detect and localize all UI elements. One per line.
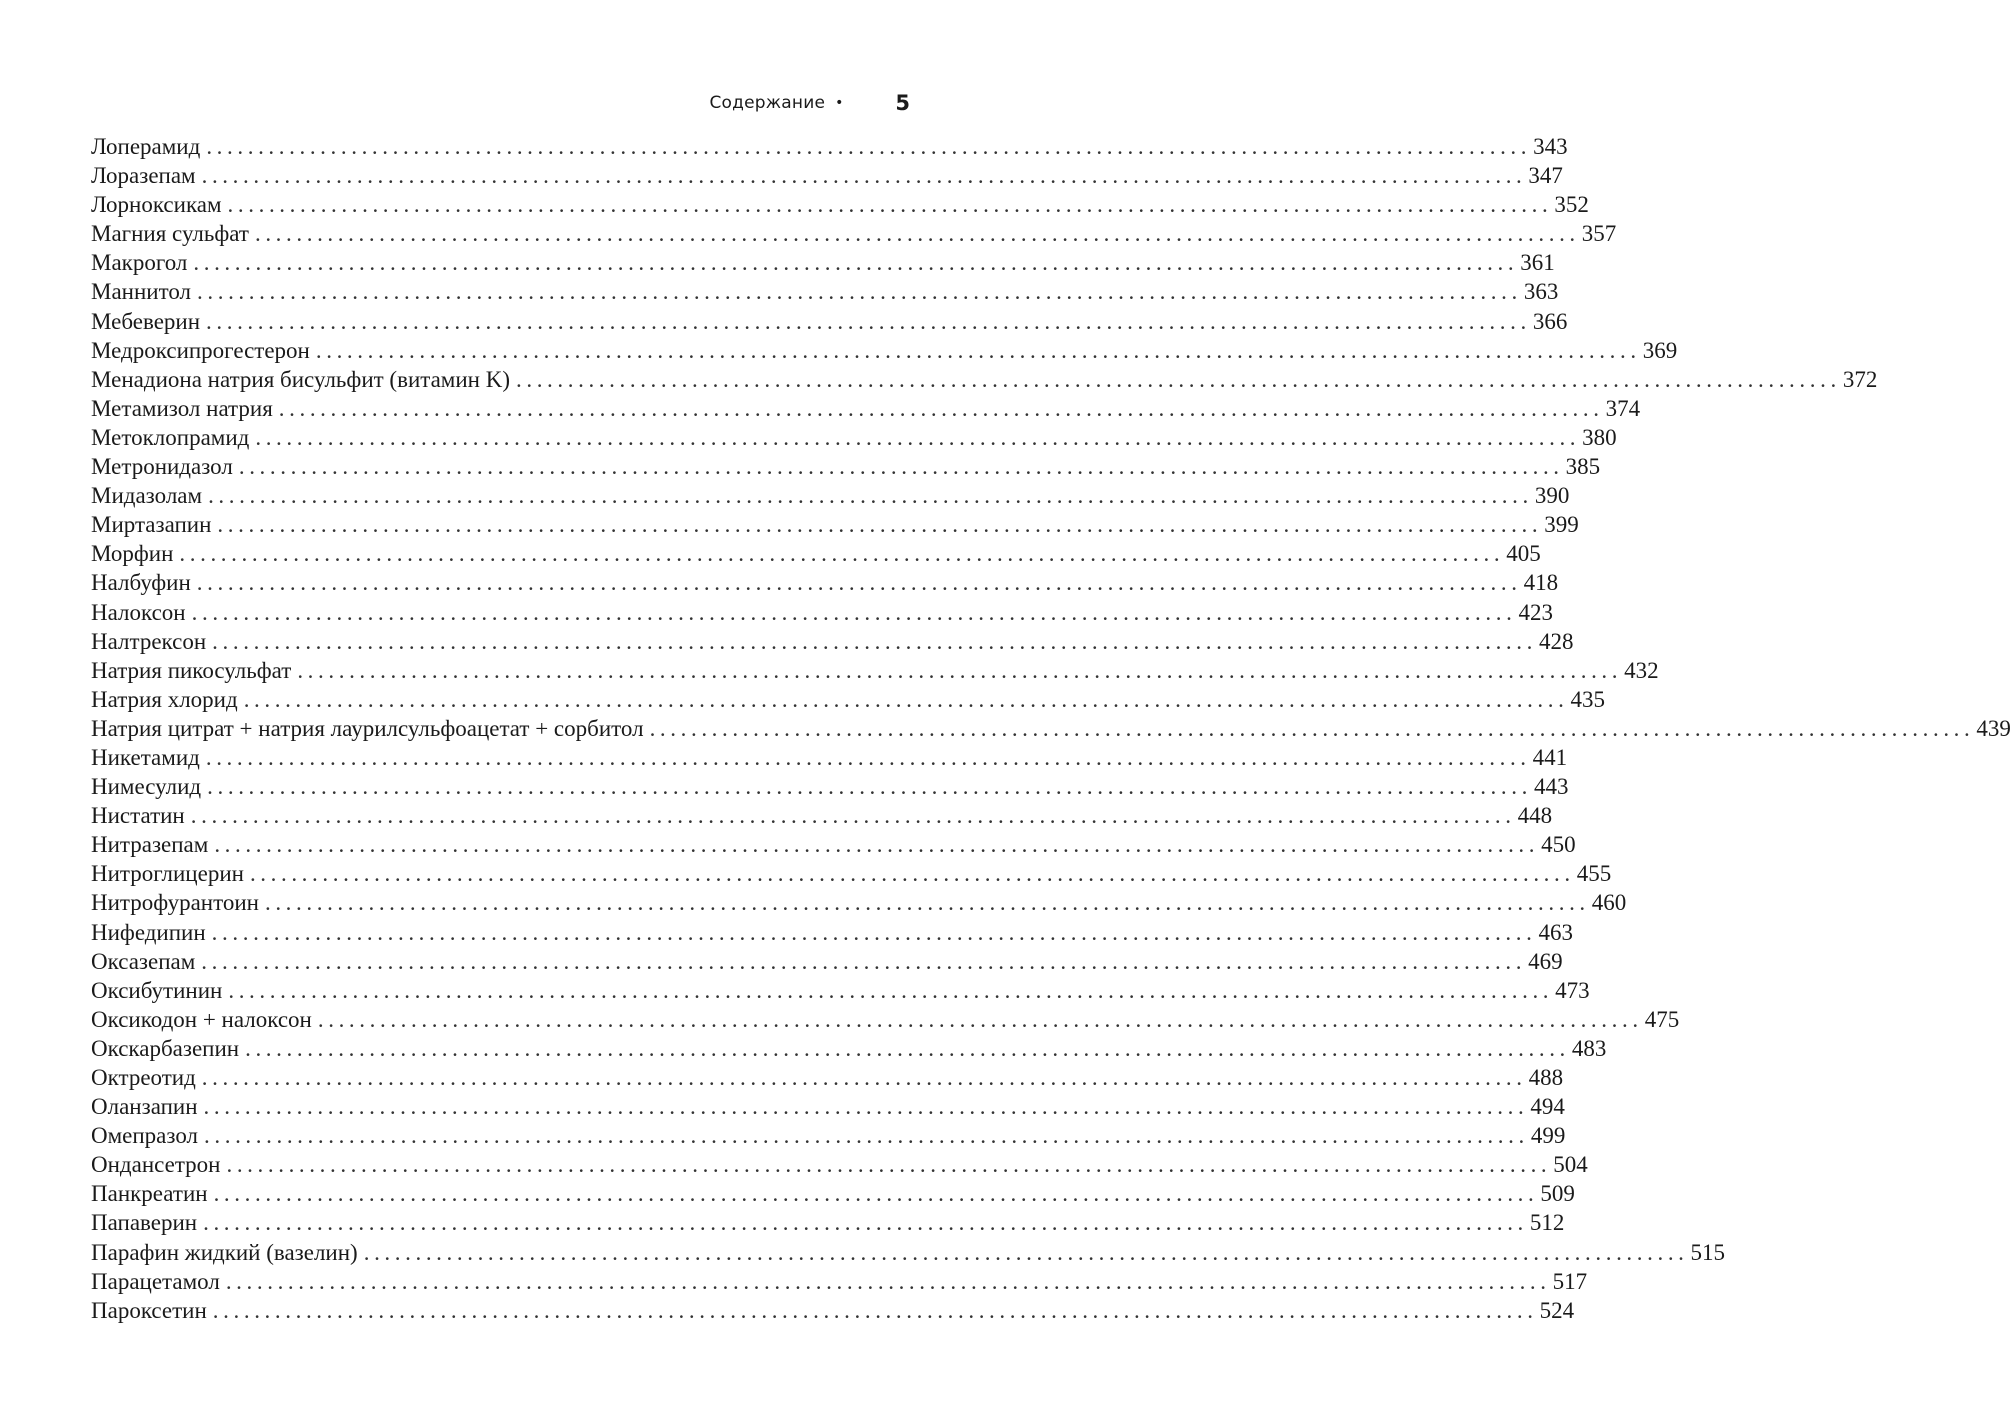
toc-entry-page: 455 [1576,861,1612,887]
table-of-contents [91,132,2011,1325]
section-title: Содержание [709,93,826,113]
toc-dot-leader: ................................................................................................................................ [245,1035,1570,1061]
toc-entry-title: Налтрексон [91,628,207,654]
toc-entry[interactable] [91,481,1570,510]
toc-entry-title: Нифедипин [91,919,206,945]
toc-entry[interactable] [91,976,1590,1005]
toc-entry[interactable] [91,1238,1726,1267]
toc-entry[interactable] [91,248,1555,277]
toc-dot-leader: ................................................................................................................................ [363,1239,1689,1265]
toc-entry-title: Ондансетрон [91,1152,221,1178]
toc-entry[interactable] [91,452,1601,481]
toc-entry-title: Метамизол натрия [91,395,273,421]
toc-dot-leader: ................................................................................................................................ [214,832,1540,858]
toc-dot-leader: ................................................................................................................................ [317,1006,1643,1032]
toc-entry-title: Нистатин [91,803,185,829]
running-head [90,88,910,118]
toc-entry-title: Мидазолам [91,483,203,509]
toc-entry-page: 357 [1581,221,1617,247]
toc-entry[interactable] [91,365,1878,394]
toc-entry[interactable] [91,161,1563,190]
toc-entry[interactable] [91,656,1659,685]
toc-dot-leader: ................................................................................................................................ [212,1297,1538,1323]
toc-dot-leader: ................................................................................................................................ [243,686,1569,712]
toc-dot-leader: ................................................................................................................................ [297,657,1623,683]
toc-entry-page: 372 [1842,366,1878,392]
toc-entry-title: Миртазапин [91,512,212,538]
toc-entry[interactable] [91,714,2011,743]
toc-entry-page: 499 [1530,1123,1566,1149]
toc-entry-title: Окскарбазепин [91,1035,240,1061]
toc-entry[interactable] [91,423,1617,452]
toc-dot-leader: ................................................................................................................................ [196,570,1522,596]
toc-entry-title: Парафин жидкий (вазелин) [91,1239,358,1265]
toc-entry-page: 473 [1555,977,1590,1003]
toc-entry[interactable] [91,277,1559,306]
page-number: 5 [895,91,910,115]
bullet-separator: • [835,95,844,111]
toc-dot-leader: ................................................................................................................................ [193,250,1519,276]
toc-entry[interactable] [91,598,1553,627]
toc-entry-title: Панкреатин [91,1181,208,1207]
toc-dot-leader: ................................................................................................................................ [315,337,1641,363]
toc-dot-leader: ................................................................................................................................ [206,134,1532,159]
toc-dot-leader: ................................................................................................................................ [254,221,1580,247]
toc-entry-title: Магния сульфат [91,221,249,247]
toc-entry-page: 428 [1538,628,1574,654]
toc-dot-leader: ................................................................................................................................ [249,861,1575,887]
toc-dot-leader: ................................................................................................................................ [238,454,1564,480]
toc-entry[interactable] [91,627,1574,656]
toc-dot-leader: ................................................................................................................................ [206,308,1531,334]
toc-dot-leader: ................................................................................................................................ [197,279,1522,305]
toc-entry-title: Нитразепам [91,832,209,858]
toc-entry-title: Октреотид [91,1065,196,1090]
toc-entry-page: 469 [1528,948,1563,974]
toc-entry-page: 494 [1530,1094,1565,1120]
toc-entry-title: Маннитол [91,279,192,305]
toc-entry-title: Менадиона натрия бисульфит (витамин K) [91,366,510,392]
toc-dot-leader: ................................................................................................................................ [226,1152,1552,1178]
toc-entry-title: Метоклопрамид [91,424,250,450]
toc-entry[interactable] [91,947,1563,976]
toc-entry-title: Омепразол [91,1123,199,1149]
toc-entry[interactable] [91,1179,1575,1208]
toc-entry-page: 343 [1533,134,1568,159]
toc-entry-page: 475 [1644,1006,1680,1032]
toc-entry[interactable] [91,1005,1680,1034]
toc-entry[interactable] [91,219,1617,248]
toc-entry-page: 361 [1520,250,1555,276]
toc-entry-title: Никетамид [91,744,200,770]
toc-dot-leader: ................................................................................................................................ [278,395,1604,421]
toc-dot-leader: ................................................................................................................................ [208,483,1533,509]
toc-entry-title: Лоперамид [91,134,201,159]
toc-dot-leader: ................................................................................................................................ [207,774,1532,800]
toc-dot-leader: ................................................................................................................................ [228,977,1554,1003]
toc-dot-leader: ................................................................................................................................ [201,1065,1527,1090]
toc-entry-title: Пароксетин [91,1297,207,1323]
toc-entry-page: 460 [1591,890,1627,916]
toc-entry-page: 450 [1541,832,1576,858]
toc-entry[interactable] [91,685,1605,714]
toc-entry-page: 441 [1532,744,1568,770]
toc-entry-page: 385 [1565,454,1601,480]
toc-entry-title: Налоксон [91,599,186,625]
toc-dot-leader: ................................................................................................................................ [201,163,1527,189]
toc-entry[interactable] [91,1267,1588,1296]
toc-entry-title: Оксазепам [91,948,196,974]
toc-entry[interactable] [91,307,1568,336]
toc-entry-title: Оксикодон + налоксон [91,1006,312,1032]
toc-entry[interactable] [91,132,1568,161]
toc-entry-page: 439 [1976,715,2011,741]
toc-entry-page: 517 [1552,1268,1588,1294]
toc-entry-page: 488 [1528,1065,1564,1090]
toc-entry[interactable] [91,1150,1588,1179]
toc-entry-page: 347 [1528,163,1563,189]
toc-entry-title: Медроксипрогестерон [91,337,310,363]
toc-entry-page: 418 [1523,570,1559,596]
toc-dot-leader: ................................................................................................................................ [203,1210,1528,1236]
toc-entry[interactable] [91,510,1579,539]
toc-entry[interactable] [91,1092,1565,1121]
toc-dot-leader: ................................................................................................................................ [203,1094,1529,1120]
toc-entry-page: 366 [1532,308,1568,334]
toc-entry[interactable] [91,539,1541,568]
toc-dot-leader: ................................................................................................................................ [516,366,1841,392]
toc-entry-page: 435 [1570,686,1605,712]
toc-entry-page: 423 [1518,599,1553,625]
toc-entry-page: 380 [1582,424,1617,450]
toc-entry[interactable] [91,1296,1575,1325]
toc-dot-leader: ................................................................................................................................ [212,628,1537,654]
toc-entry-page: 405 [1506,541,1541,567]
toc-dot-leader: ................................................................................................................................ [217,512,1543,538]
toc-entry-page: 524 [1539,1297,1575,1323]
toc-entry-title: Оксибутинин [91,977,223,1003]
toc-entry-title: Лорноксикам [91,192,222,218]
toc-entry-title: Налбуфин [91,570,191,596]
toc-entry-title: Папаверин [91,1210,198,1236]
toc-entry-title: Мебеверин [91,308,201,334]
toc-dot-leader: ................................................................................................................................ [205,744,1531,770]
toc-dot-leader: ................................................................................................................................ [225,1268,1551,1294]
toc-entry-title: Метронидазол [91,454,233,480]
toc-dot-leader: ................................................................................................................................ [211,919,1537,945]
toc-entry-page: 509 [1540,1181,1575,1207]
toc-entry-title: Нитрофурантоин [91,890,259,916]
toc-dot-leader: ................................................................................................................................ [255,424,1581,450]
toc-dot-leader: ................................................................................................................................ [213,1181,1539,1207]
toc-entry[interactable] [91,801,1553,830]
toc-dot-leader: ................................................................................................................................ [191,599,1517,625]
toc-entry[interactable] [91,1121,1566,1150]
toc-entry[interactable] [91,568,1559,597]
toc-entry-page: 512 [1529,1210,1565,1236]
toc-entry-title: Парацетамол [91,1268,220,1294]
toc-entry-title: Нимесулид [91,774,202,800]
toc-entry[interactable] [91,190,1589,219]
toc-entry-page: 399 [1544,512,1579,538]
toc-entry-title: Оланзапин [91,1094,198,1120]
toc-entry-page: 448 [1517,803,1553,829]
toc-entry-page: 432 [1624,657,1659,683]
toc-entry-page: 374 [1605,395,1641,421]
toc-entry[interactable] [91,743,1568,772]
toc-entry[interactable] [91,1034,1607,1063]
toc-entry[interactable] [91,336,1678,365]
toc-entry-title: Лоразепам [91,163,196,189]
toc-entry-page: 443 [1533,774,1569,800]
toc-entry[interactable] [91,1208,1565,1237]
toc-entry[interactable] [91,918,1573,947]
toc-dot-leader: ................................................................................................................................ [201,948,1527,974]
toc-dot-leader: ................................................................................................................................ [227,192,1553,218]
toc-entry-page: 515 [1690,1239,1726,1265]
toc-entry[interactable] [91,888,1627,917]
toc-entry-title: Натрия хлорид [91,686,238,712]
toc-entry[interactable] [91,772,1569,801]
toc-dot-leader: ................................................................................................................................ [190,803,1516,829]
toc-entry[interactable] [91,859,1612,888]
toc-entry-title: Натрия цитрат + натрия лаурилсульфоацетат + сорбитол [91,715,644,741]
toc-entry-page: 483 [1571,1035,1607,1061]
toc-entry-title: Нитроглицерин [91,861,244,887]
toc-entry-page: 352 [1554,192,1589,218]
toc-entry-page: 363 [1523,279,1559,305]
toc-entry[interactable] [91,394,1641,423]
toc-entry-page: 463 [1538,919,1573,945]
toc-dot-leader: ................................................................................................................................ [179,541,1505,567]
toc-dot-leader: ................................................................................................................................ [649,715,1975,741]
toc-entry-title: Натрия пикосульфат [91,657,292,683]
toc-entry[interactable] [91,830,1576,859]
toc-entry-page: 504 [1553,1152,1588,1178]
toc-entry-title: Морфин [91,541,174,567]
toc-entry-page: 369 [1642,337,1678,363]
toc-entry[interactable] [91,1063,1564,1092]
toc-entry-page: 390 [1534,483,1570,509]
toc-dot-leader: ................................................................................................................................ [204,1123,1529,1149]
toc-entry-title: Макрогол [91,250,188,276]
toc-dot-leader: ................................................................................................................................ [264,890,1590,916]
